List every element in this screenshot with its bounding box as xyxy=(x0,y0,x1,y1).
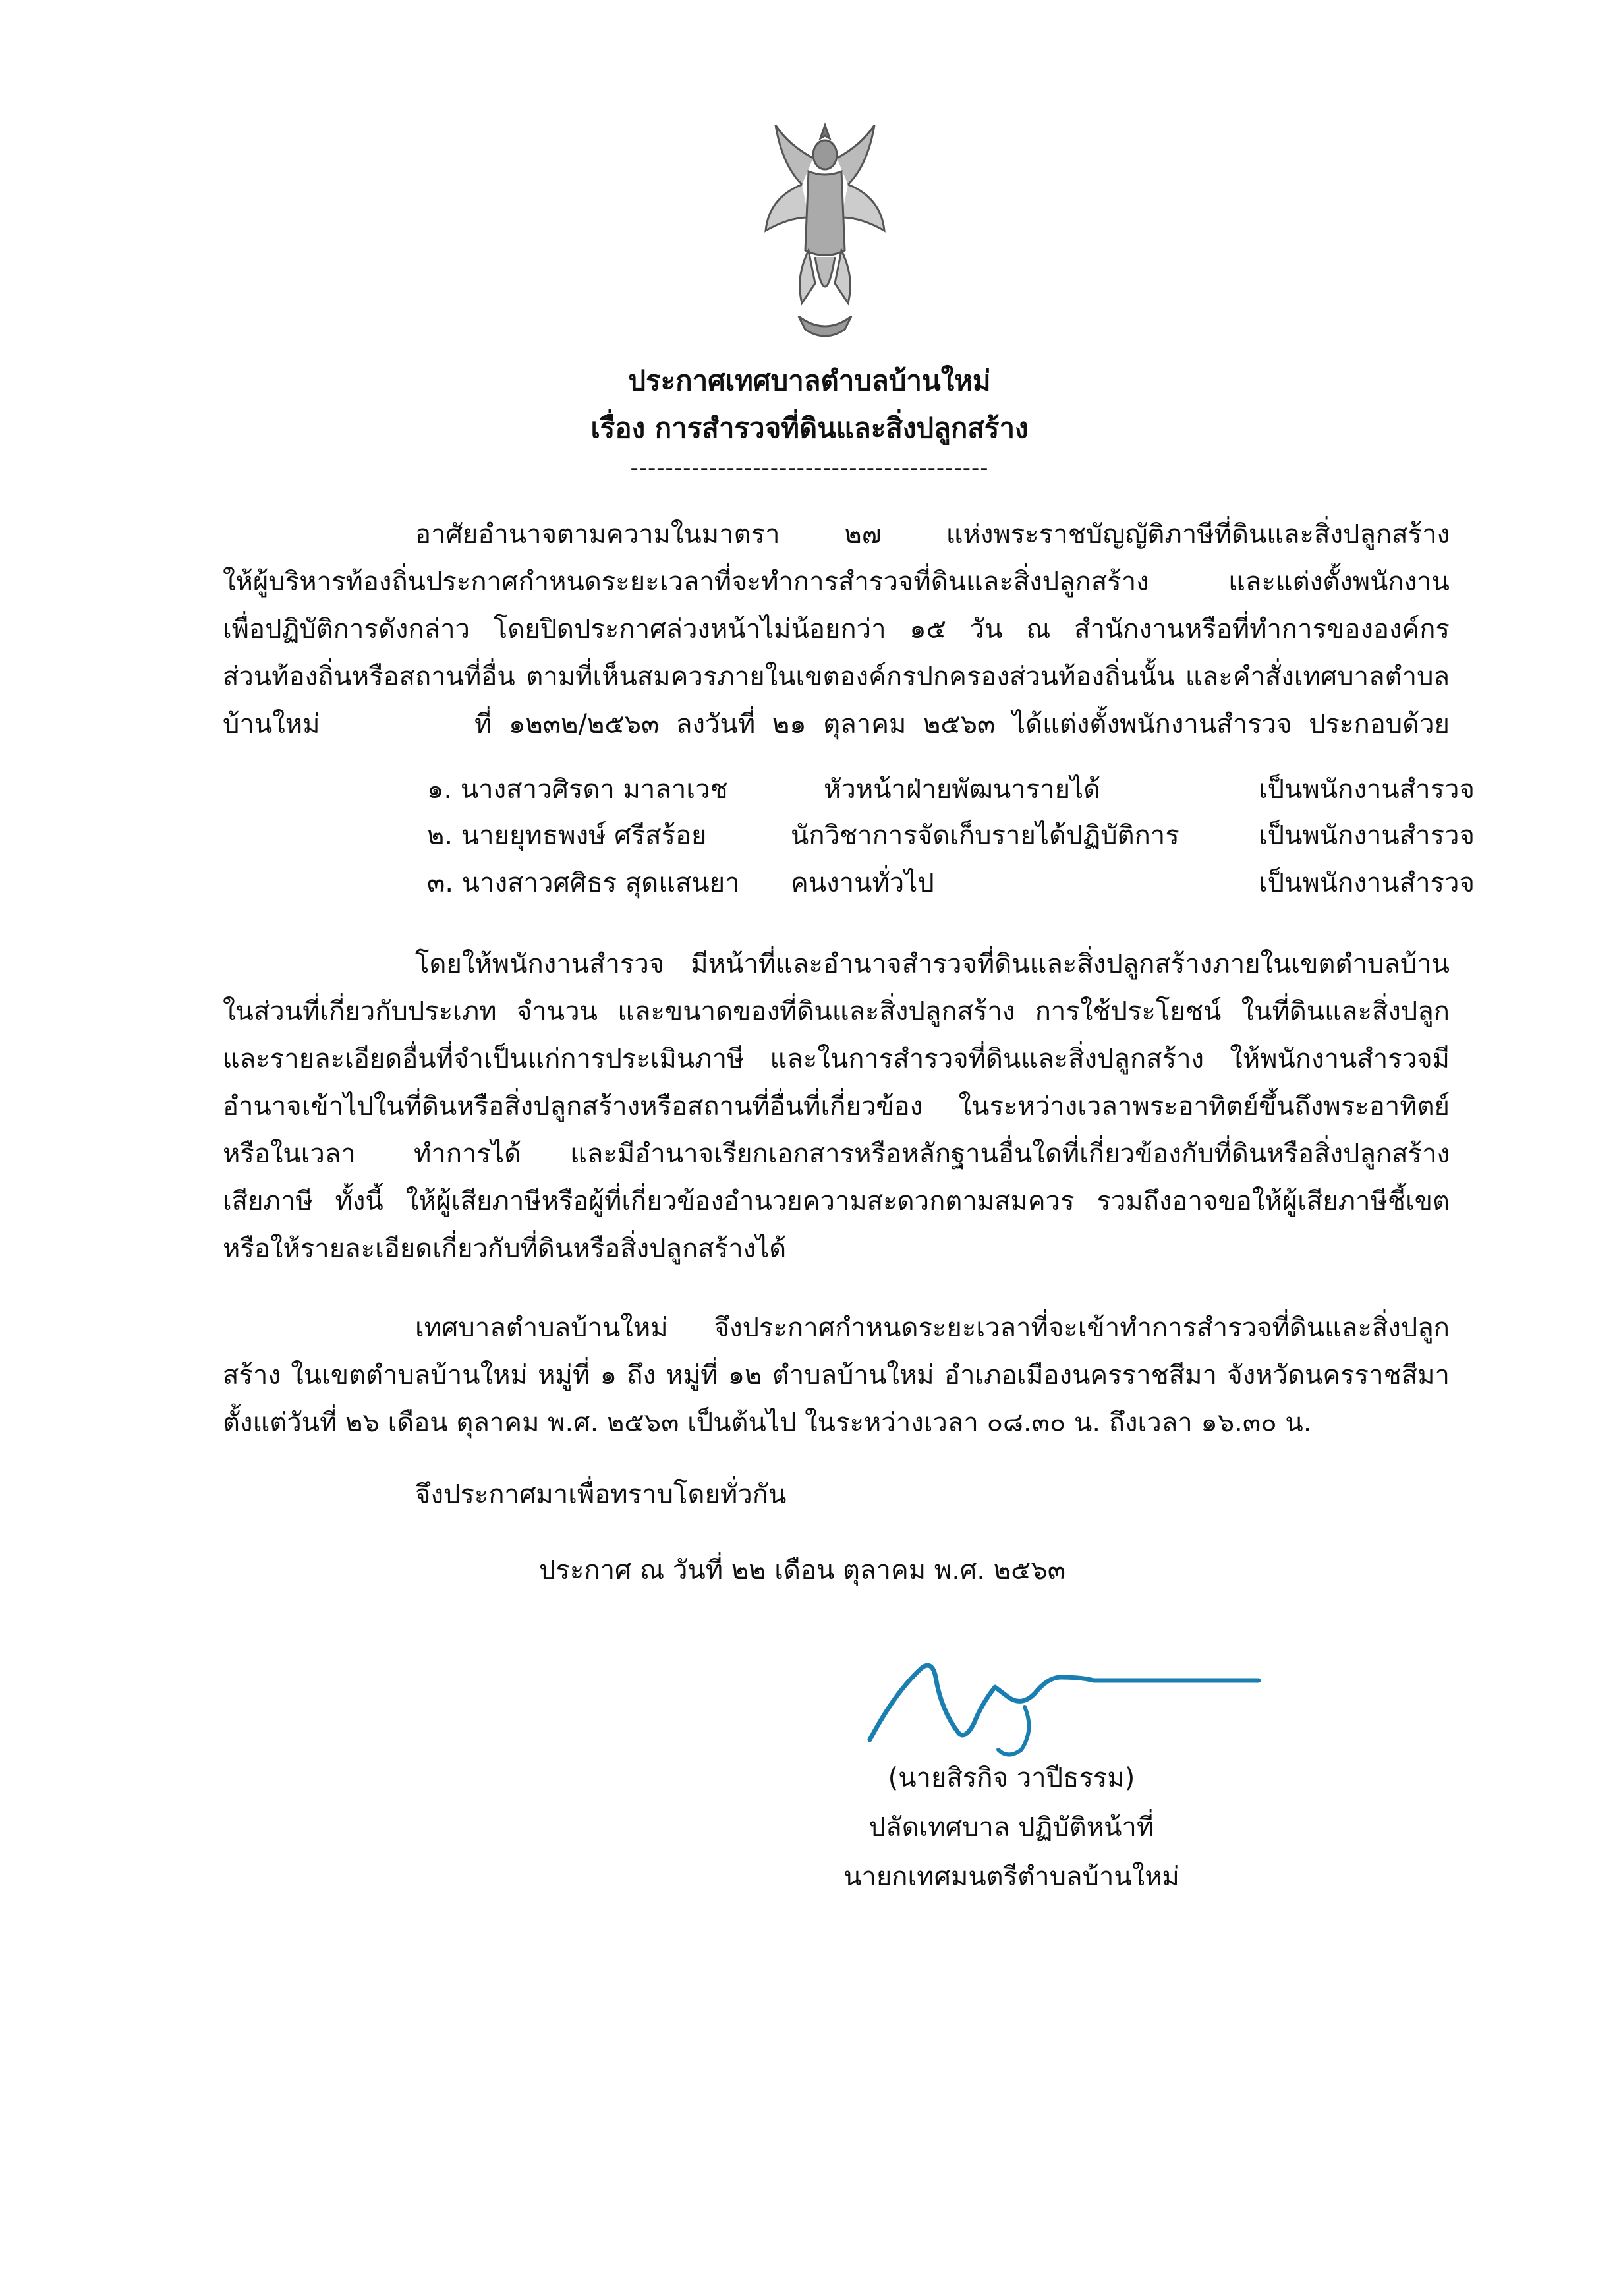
garuda-emblem xyxy=(762,119,888,343)
staff-position: คนงานทั่วไป xyxy=(791,868,934,898)
staff-name: ๓. นางสาวศศิธร สุดแสนยา xyxy=(427,868,740,898)
paragraph1-line: บ้านใหม่ xyxy=(223,709,320,739)
staff-role: เป็นพนักงานสำรวจ xyxy=(1259,868,1475,898)
heading-separator: ----------------------------------------- xyxy=(630,455,989,481)
signatory-name: (นายสิรกิจ วาปีธรรม) xyxy=(888,1763,1135,1793)
paragraph2-line: เสียภาษี ทั้งนี้ ให้ผู้เสียภาษีหรือผู้ที่เกี่ยวข้องอำนวยความสะดวกตามสมควร รวมถึงอาจขอให้ผู้เสียภาษีชี้เขต xyxy=(223,1186,1450,1217)
signatory-title: นายกเทศมนตรีตำบลบ้านใหม่ xyxy=(843,1862,1179,1892)
signatory-title: ปลัดเทศบาล ปฏิบัติหน้าที่ xyxy=(868,1812,1154,1843)
staff-role: เป็นพนักงานสำรวจ xyxy=(1259,774,1475,805)
announcement-title: ประกาศเทศบาลตำบลบ้านใหม่ xyxy=(628,364,991,397)
handwritten-signature xyxy=(857,1651,1265,1763)
paragraph2-line: หรือในเวลา xyxy=(223,1139,356,1169)
announcement-subject: เรื่อง การสำรวจที่ดินและสิ่งปลูกสร้าง xyxy=(590,412,1029,444)
staff-name: ๒. นายยุทธพงษ์ ศรีสร้อย xyxy=(427,820,707,851)
paragraph1-line: ที่ ๑๒๓๒/๒๕๖๓ ลงวันที่ ๒๑ ตุลาคม ๒๕๖๓ ได้แต่งตั้งพนักงานสำรวจ ประกอบด้วย xyxy=(474,709,1450,739)
announcement-date: ประกาศ ณ วันที่ ๒๒ เดือน ตุลาคม พ.ศ. ๒๕๖๓ xyxy=(539,1555,1066,1586)
paragraph2-line: อำนาจเข้าไปในที่ดินหรือสิ่งปลูกสร้างหรือสถานที่อื่นที่เกี่ยวข้อง ในระหว่างเวลาพระอาทิตย์ขึ้นถึงพระอาทิตย์ xyxy=(223,1091,1450,1122)
paragraph2-line: และรายละเอียดอื่นที่จำเป็นแก่การประเมินภาษี และในการสำรวจที่ดินและสิ่งปลูกสร้าง ให้พนักงานสำรวจมี xyxy=(223,1044,1450,1074)
paragraph2-line: ทำการได้ และมีอำนาจเรียกเอกสารหรือหลักฐานอื่นใดที่เกี่ยวข้องกับที่ดินหรือสิ่งปลูกสร้าง xyxy=(414,1139,1450,1169)
paragraph1-line: อาศัยอำนาจตามความในมาตรา ๒๗ แห่งพระราชบัญญัติภาษีที่ดินและสิ่งปลูกสร้าง xyxy=(415,519,1450,550)
paragraph3-line: เทศบาลตำบลบ้านใหม่ จึงประกาศกำหนดระยะเวลาที่จะเข้าทำการสำรวจที่ดินและสิ่งปลูก xyxy=(415,1313,1450,1343)
staff-position: หัวหน้าฝ่ายพัฒนารายได้ xyxy=(824,774,1101,805)
paragraph2-line: โดยให้พนักงานสำรวจ มีหน้าที่และอำนาจสำรวจที่ดินและสิ่งปลูกสร้างภายในเขตตำบลบ้าน xyxy=(415,949,1450,979)
paragraph1-line: ให้ผู้บริหารท้องถิ่นประกาศกำหนดระยะเวลาที่จะทำการสำรวจที่ดินและสิ่งปลูกสร้าง และแต่งตั้งพนักงาน xyxy=(223,567,1450,597)
paragraph2-line: หรือให้รายละเอียดเกี่ยวกับที่ดินหรือสิ่งปลูกสร้างได้ xyxy=(223,1234,787,1264)
staff-role: เป็นพนักงานสำรวจ xyxy=(1259,820,1475,851)
staff-name: ๑. นางสาวศิรดา มาลาเวช xyxy=(427,774,728,805)
paragraph3-line: สร้าง ในเขตตำบลบ้านใหม่ หมู่ที่ ๑ ถึง หมู่ที่ ๑๒ ตำบลบ้านใหม่ อำเภอเมืองนครราชสีมา จังหวัดนครราชสีมา xyxy=(223,1360,1450,1391)
paragraph1-line: ส่วนท้องถิ่นหรือสถานที่อื่น ตามที่เห็นสมควรภายในเขตองค์กรปกครองส่วนท้องถิ่นนั้น และคำสั่งเทศบาลตำบล xyxy=(223,662,1450,692)
staff-position: นักวิชาการจัดเก็บรายได้ปฏิบัติการ xyxy=(791,820,1179,851)
closing-statement: จึงประกาศมาเพื่อทราบโดยทั่วกัน xyxy=(415,1479,787,1510)
paragraph1-line: เพื่อปฏิบัติการดังกล่าว โดยปิดประกาศล่วงหน้าไม่น้อยกว่า ๑๕ วัน ณ สำนักงานหรือที่ทำการขององค์กร xyxy=(223,614,1450,645)
paragraph2-line: ในส่วนที่เกี่ยวกับประเภท จำนวน และขนาดของที่ดินและสิ่งปลูกสร้าง การใช้ประโยชน์ ในที่ดินและสิ่งปลูก xyxy=(223,996,1450,1027)
paragraph3-line: ตั้งแต่วันที่ ๒๖ เดือน ตุลาคม พ.ศ. ๒๕๖๓ เป็นต้นไป ในระหว่างเวลา ๐๘.๓๐ น. ถึงเวลา ๑๖.๓๐ น. xyxy=(223,1408,1312,1438)
